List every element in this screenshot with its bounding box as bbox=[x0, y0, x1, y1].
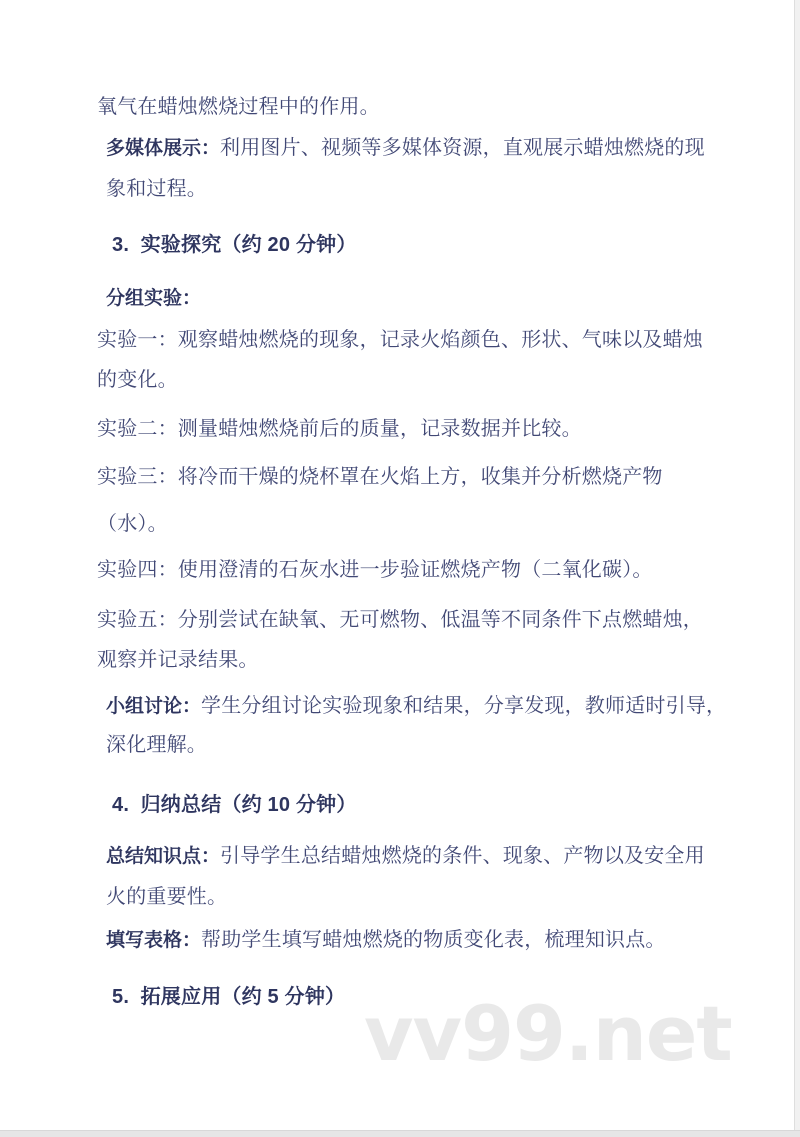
page-gap-band bbox=[0, 1130, 800, 1137]
text-run: 帮助学生填写蜡烛燃烧的物质变化表，梳理知识点。 bbox=[201, 929, 666, 951]
bold-label: 总结知识点： bbox=[106, 846, 221, 867]
bold-label: 小组讨论： bbox=[106, 696, 202, 717]
text-line: 深化理解。 bbox=[106, 734, 207, 756]
bold-label: 分组实验： bbox=[106, 288, 202, 309]
section-heading-3: 3. 实验探究（约 20 分钟） bbox=[112, 234, 357, 256]
text-line: 观察并记录结果。 bbox=[97, 649, 259, 671]
text-line: 实验三：将冷而干燥的烧杯罩在火焰上方，收集并分析燃烧产物 bbox=[97, 466, 663, 488]
text-line bbox=[106, 927, 666, 954]
bold-label: 填写表格： bbox=[106, 930, 202, 951]
text-line bbox=[106, 135, 705, 162]
text-line: 的变化。 bbox=[97, 369, 178, 391]
text-line bbox=[106, 843, 705, 870]
text-line: 实验四：使用澄清的石灰水进一步验证燃烧产物（二氧化碳）。 bbox=[97, 559, 653, 581]
text-line: 实验一：观察蜡烛燃烧的现象，记录火焰颜色、形状、气味以及蜡烛 bbox=[97, 329, 703, 351]
text-run: 引导学生总结蜡烛燃烧的条件、现象、产物以及安全用 bbox=[220, 845, 705, 867]
text-line: 象和过程。 bbox=[106, 178, 207, 200]
text-run: 利用图片、视频等多媒体资源，直观展示蜡烛燃烧的现 bbox=[220, 137, 705, 159]
text-run: 学生分组讨论实验现象和结果，分享发现，教师适时引导， bbox=[201, 695, 727, 717]
text-line: 实验二：测量蜡烛燃烧前后的质量，记录数据并比较。 bbox=[97, 418, 582, 440]
text-line: 火的重要性。 bbox=[106, 886, 228, 908]
text-line bbox=[106, 693, 726, 720]
watermark: vv99.net bbox=[364, 989, 732, 1078]
text-line: （水）。 bbox=[97, 513, 168, 535]
section-heading-4: 4. 归纳总结（约 10 分钟） bbox=[112, 794, 357, 816]
text-line bbox=[106, 285, 201, 312]
text-line: 实验五：分别尝试在缺氧、无可燃物、低温等不同条件下点燃蜡烛， bbox=[97, 609, 703, 631]
text-line: 氧气在蜡烛燃烧过程中的作用。 bbox=[97, 96, 380, 118]
section-heading-5: 5. 拓展应用（约 5 分钟） bbox=[112, 986, 346, 1008]
bold-label: 多媒体展示： bbox=[106, 138, 221, 159]
